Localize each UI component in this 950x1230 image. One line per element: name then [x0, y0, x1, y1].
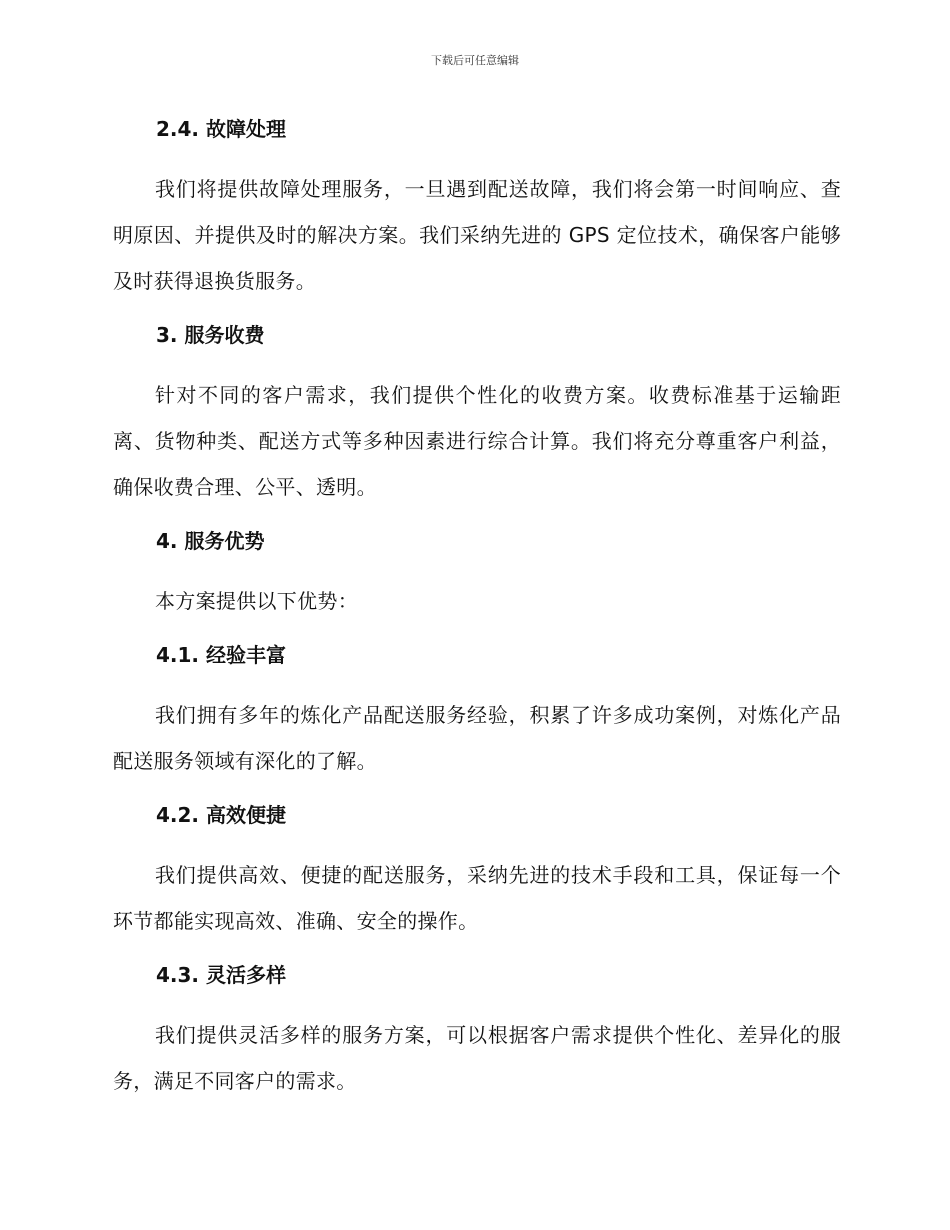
heading-4-1: 4.1. 经验丰富 — [156, 643, 286, 667]
paragraph-2-4: 我们将提供故障处理服务，一旦遇到配送故障，我们将会第一时间响应、查明原因、并提供及时的解决方案。我们采纳先进的 GPS 定位技术，确保客户能够及时获得退换货服务。 — [113, 177, 841, 293]
paragraph-4-3: 我们提供灵活多样的服务方案，可以根据客户需求提供个性化、差异化的服务，满足不同客户的需求。 — [113, 1023, 841, 1093]
heading-4-3: 4.3. 灵活多样 — [156, 963, 286, 987]
heading-4: 4. 服务优势 — [156, 529, 265, 553]
header-note: 下载后可任意编辑 — [431, 54, 519, 67]
document-body — [113, 112, 841, 1104]
heading-3: 3. 服务收费 — [156, 323, 265, 347]
paragraph-3: 针对不同的客户需求，我们提供个性化的收费方案。收费标准基于运输距离、货物种类、配送方式等多种因素进行综合计算。我们将充分尊重客户利益，确保收费合理、公平、透明。 — [113, 383, 841, 499]
heading-2-4: 2.4. 故障处理 — [156, 117, 286, 141]
heading-4-2: 4.2. 高效便捷 — [156, 803, 286, 827]
paragraph-4-2: 我们提供高效、便捷的配送服务，采纳先进的技术手段和工具，保证每一个环节都能实现高效、准确、安全的操作。 — [113, 863, 841, 933]
paragraph-4: 本方案提供以下优势： — [155, 589, 358, 613]
paragraph-4-1: 我们拥有多年的炼化产品配送服务经验，积累了许多成功案例，对炼化产品配送服务领域有深化的了解。 — [113, 703, 841, 773]
